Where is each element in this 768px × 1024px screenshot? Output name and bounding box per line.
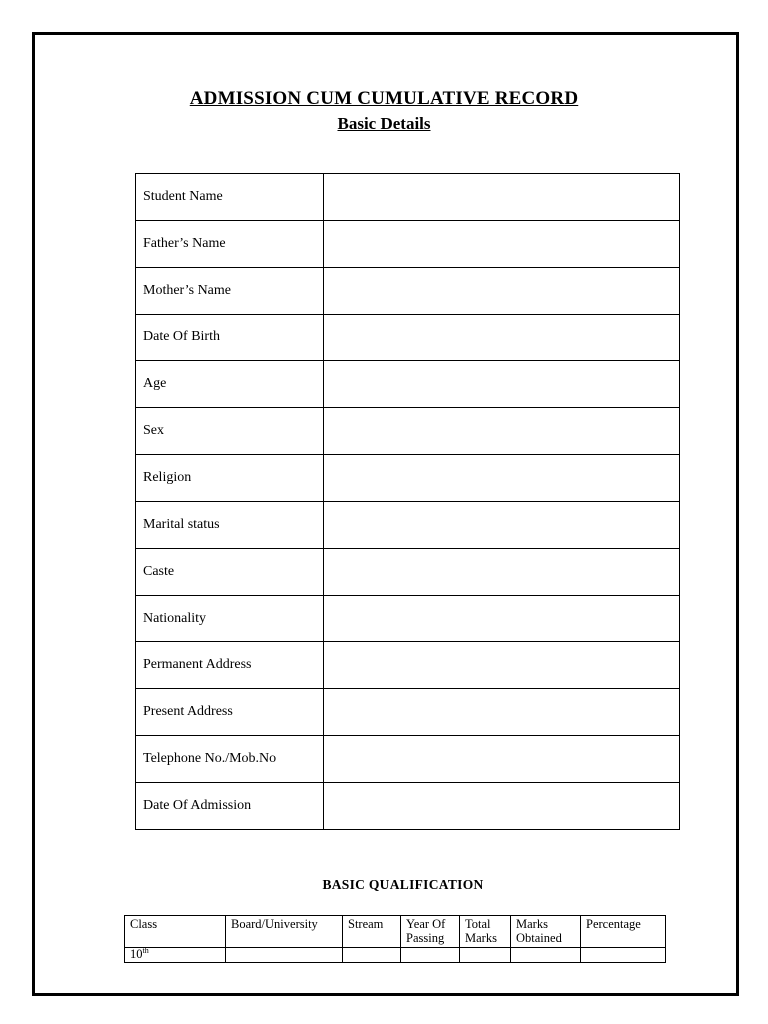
basic-details-row — [136, 220, 680, 267]
field-label: Sex — [136, 408, 324, 455]
qualification-stream-cell[interactable] — [343, 948, 401, 963]
field-label: Religion — [136, 455, 324, 502]
column-header-total-marks: Total Marks — [460, 916, 511, 948]
basic-details-row — [136, 736, 680, 783]
class-suffix: th — [142, 945, 149, 955]
field-label: Father’s Name — [136, 220, 324, 267]
field-value[interactable] — [324, 501, 680, 548]
field-value[interactable] — [324, 361, 680, 408]
qualification-header-row — [125, 916, 666, 948]
field-value[interactable] — [324, 314, 680, 361]
qualification-row — [125, 948, 666, 963]
field-label: Permanent Address — [136, 642, 324, 689]
field-label: Marital status — [136, 501, 324, 548]
document-title: ADMISSION CUM CUMULATIVE RECORD — [189, 88, 579, 109]
basic-details-row — [136, 361, 680, 408]
field-label: Telephone No./Mob.No — [136, 736, 324, 783]
basic-details-row — [136, 455, 680, 502]
qualification-board-cell[interactable] — [226, 948, 343, 963]
qualification-obtained-cell[interactable] — [511, 948, 581, 963]
qualification-total-cell[interactable] — [460, 948, 511, 963]
field-label: Date Of Birth — [136, 314, 324, 361]
basic-details-row — [136, 408, 680, 455]
basic-details-row — [136, 501, 680, 548]
field-value[interactable] — [324, 595, 680, 642]
field-value[interactable] — [324, 220, 680, 267]
document-subtitle: Basic Details — [337, 114, 431, 133]
field-value[interactable] — [324, 267, 680, 314]
field-label: Caste — [136, 548, 324, 595]
field-value[interactable] — [324, 408, 680, 455]
column-header-year: Year Of Passing — [401, 916, 460, 948]
basic-details-row — [136, 782, 680, 829]
basic-details-row — [136, 267, 680, 314]
class-value: 10 — [130, 947, 143, 961]
qualification-class-cell — [125, 945, 226, 963]
basic-details-row — [136, 174, 680, 221]
basic-details-row — [136, 548, 680, 595]
column-header-board: Board/University — [226, 916, 343, 948]
qualification-heading: BASIC QUALIFICATION — [322, 877, 484, 892]
field-value[interactable] — [324, 455, 680, 502]
qualification-year-cell[interactable] — [401, 948, 460, 963]
field-value[interactable] — [324, 782, 680, 829]
field-value[interactable] — [324, 736, 680, 783]
column-header-percentage: Percentage — [581, 916, 666, 948]
field-label: Present Address — [136, 689, 324, 736]
column-header-class: Class — [125, 916, 226, 948]
field-label: Date Of Admission — [136, 782, 324, 829]
field-value[interactable] — [324, 642, 680, 689]
basic-details-row — [136, 642, 680, 689]
field-value[interactable] — [324, 548, 680, 595]
column-header-stream: Stream — [343, 916, 401, 948]
field-label: Age — [136, 361, 324, 408]
field-label: Mother’s Name — [136, 267, 324, 314]
field-value[interactable] — [324, 689, 680, 736]
basic-details-row — [136, 689, 680, 736]
basic-details-row — [136, 595, 680, 642]
field-value[interactable] — [324, 174, 680, 221]
column-header-marks-obtained: Marks Obtained — [511, 916, 581, 948]
field-label: Nationality — [136, 595, 324, 642]
qualification-percentage-cell[interactable] — [581, 948, 666, 963]
basic-details-row — [136, 314, 680, 361]
qualification-table — [124, 915, 666, 963]
basic-details-table — [135, 173, 680, 830]
field-label: Student Name — [136, 174, 324, 221]
